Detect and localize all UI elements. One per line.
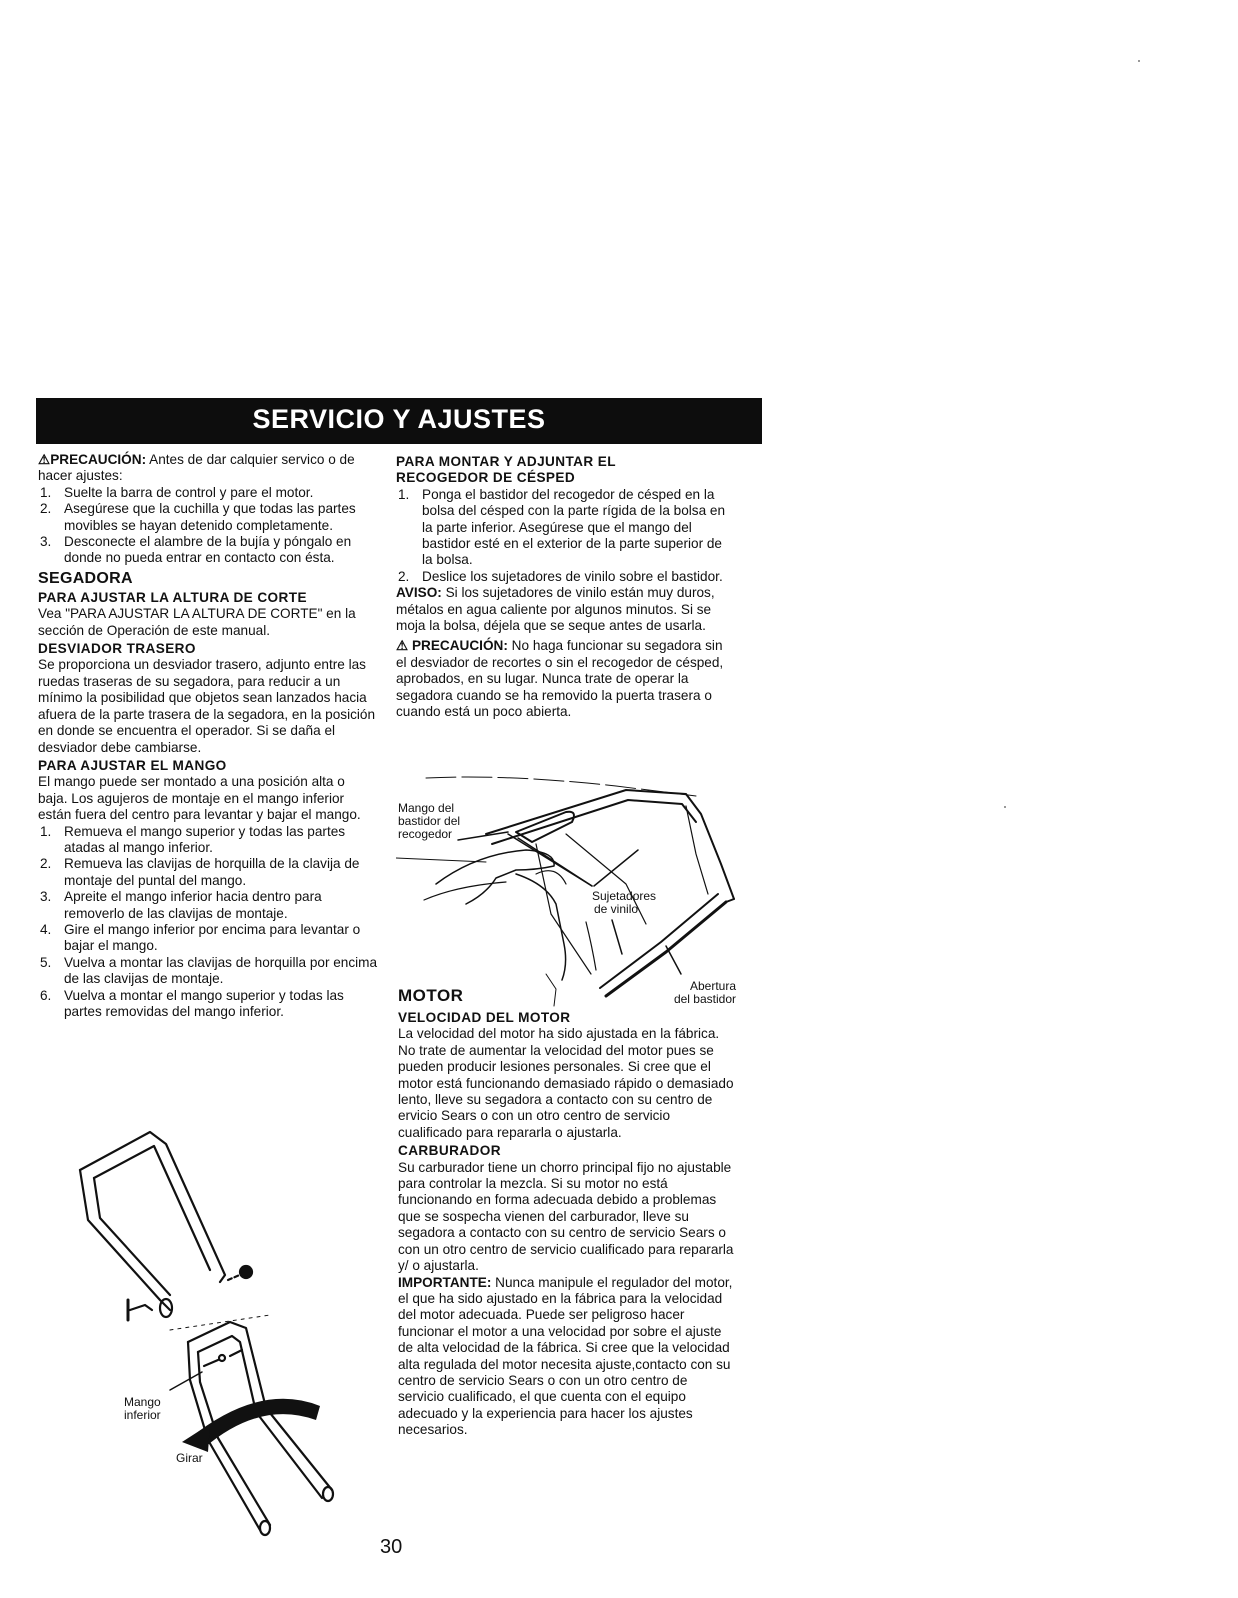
carburador-heading: CARBURADOR (398, 1143, 501, 1159)
list-item (38, 501, 378, 534)
aviso-text: Si los sujetadores de vinilo están muy duros, métalos en agua caliente por algunos minutos. Si se moja la bolsa, déjela que se seque antes de usarla. (396, 585, 715, 634)
step-number: 2. (40, 501, 52, 517)
caution-label: PRECAUCIÓN: (50, 452, 147, 467)
desviador-heading: DESVIADOR TRASERO (38, 641, 196, 657)
step-number: 1. (40, 484, 52, 500)
right-column (396, 452, 736, 721)
label-line: del bastidor (673, 992, 736, 1006)
fig-label-abertura (662, 980, 736, 1006)
montar-heading-line1: PARA MONTAR Y ADJUNTAR EL (396, 454, 616, 469)
caution-text: Antes de dar calquier servico o de hacer ajustes: (38, 452, 355, 484)
mango-steps (38, 824, 378, 1021)
motor-section (398, 1008, 736, 1439)
step-text: Suelte la barra de control y pare el motor. (64, 484, 314, 500)
precaucion-paragraph (396, 638, 736, 720)
label-line: recogedor (398, 827, 453, 841)
step-number: 4. (40, 921, 52, 937)
motor-heading: MOTOR (398, 986, 464, 1005)
caution-steps (38, 485, 378, 567)
fig-label-mango-bastidor (398, 802, 460, 841)
montar-heading-line2: RECOGEDOR DE CÉSPED (396, 470, 576, 486)
section-banner (36, 398, 762, 444)
list-item (38, 889, 378, 922)
warning-icon: ⚠ (38, 452, 51, 467)
step-text: Asegúrese que la cuchilla y que todas las partes movibles se hayan detenido completamente. (64, 501, 356, 533)
label-line: Abertura (689, 979, 736, 993)
section-title: SERVICIO Y AJUSTES (252, 404, 546, 434)
aviso-label: AVISO: (396, 585, 442, 601)
step-text: Desconecte el alambre de la bujía y póngalo en donde no pueda entrar en contacto con ésta. (64, 534, 352, 566)
montar-steps (396, 487, 736, 585)
list-item (38, 988, 378, 1021)
step-number: 1. (40, 823, 52, 839)
rotate-arrow (190, 1399, 320, 1448)
list-item (38, 534, 378, 567)
importante-text: Nunca manipule el regulador del motor, el que ha sido ajustado en la fábrica para la velocidad del motor adecuada. Puede ser peligroso hacer funcionar el motor a una velocidad por sobre el ajuste de alta velocidad de la fábrica. Si cree que la velocidad alta regulada del motor necesita ajuste,contacto con su centro de servicio Sears o con un otro centro de servicio cualificado, el que cuenta con el equipo adecuado y la experiencia para hacer los ajustes necesarios. (398, 1274, 733, 1438)
step-number: 2. (40, 856, 52, 872)
importante-label: IMPORTANTE: (398, 1274, 492, 1290)
scan-speck (1004, 806, 1006, 808)
list-item (38, 955, 378, 988)
segadora-heading: SEGADORA (38, 569, 133, 587)
step-text: Vuelva a montar las clavijas de horquilla por encima de las clavijas de montaje. (64, 954, 378, 987)
step-number: 3. (40, 889, 52, 905)
step-text: Gire el mango inferior por encima para levantar o bajar el mango. (64, 921, 361, 954)
label-line: Mango del (398, 801, 455, 815)
list-item (38, 856, 378, 889)
mango-text: El mango puede ser montado a una posición alta o baja. Los agujeros de montaje en el mango inferior están fuera del centro para levantar y bajar el mango. (38, 774, 361, 823)
knob-icon (240, 1266, 252, 1278)
desviador-text: Se proporciona un desviador trasero, adjunto entre las ruedas traseras de su segadora, para reducir a un mínimo la posibilidad que objetos sean lanzados hacia afuera de la parte trasera de la segadora, en la posición en donde se encuentra el operador. Si se daña el desviador debe cambiarse. (38, 657, 376, 755)
label-line: inferior (124, 1408, 161, 1422)
list-item (396, 487, 736, 569)
mango-heading: PARA AJUSTAR EL MANGO (38, 757, 227, 773)
importante-paragraph (398, 1275, 736, 1439)
handle-figure (70, 1120, 370, 1540)
list-item (38, 485, 378, 501)
upper-handle (80, 1132, 225, 1282)
list-item (396, 569, 736, 585)
list-item (38, 824, 378, 857)
left-column (38, 452, 378, 1020)
step-text: Vuelva a montar el mango superior y todas las partes removidas del mango inferior. (64, 987, 344, 1019)
fig-label-sujetadores (592, 890, 656, 916)
list-item (38, 922, 378, 955)
step-number: 3. (40, 534, 52, 550)
label-line: Mango (124, 1395, 161, 1409)
step-number: 1. (398, 486, 410, 502)
step-text: Remueva el mango superior y todas las partes atadas al mango inferior. (64, 823, 346, 855)
step-number: 6. (40, 987, 52, 1003)
step-number: 5. (40, 954, 52, 970)
caution-paragraph (38, 452, 378, 485)
altura-text: Vea "PARA AJUSTAR LA ALTURA DE CORTE" en la sección de Operación de este manual. (38, 606, 356, 638)
warning-icon: ⚠ (396, 638, 412, 654)
scan-speck (1138, 60, 1140, 62)
aviso-paragraph (396, 585, 736, 634)
label-line: de vinilo (594, 902, 639, 916)
step-text: Deslice los sujetadores de vinilo sobre el bastidor. (422, 568, 723, 584)
velocidad-heading: VELOCIDAD DEL MOTOR (398, 1010, 571, 1025)
label-line: Sujetadores (592, 889, 657, 903)
fig-label-girar: Girar (176, 1451, 203, 1465)
fig-label-mango (124, 1396, 161, 1422)
precaucion-label: PRECAUCIÓN: (411, 638, 508, 654)
velocidad-text: La velocidad del motor ha sido ajustada en la fábrica. No trate de aumentar la velocidad del motor pues se pueden producir lesiones personales. Si cree que el motor está funcionando demasiado rápido o demasiado lento, lleve su segadora a contacto con su centro de ervicio Sears o con un otro centro de servicio cualificado para repararla o ajustarla. (398, 1026, 734, 1140)
label-line: bastidor del (398, 814, 461, 828)
step-text: Remueva las clavijas de horquilla de la clavija de montaje del puntal del mango. (64, 856, 360, 888)
step-text: Ponga el bastidor del recogedor de césped en la bolsa del césped con la parte rígida de la bolsa en la parte inferior. Asegúrese que el mango del bastidor esté en el exterior de la parte superior de la bolsa. (422, 486, 726, 568)
step-number: 2. (398, 568, 410, 584)
page-number: 30 (380, 1536, 403, 1558)
precaucion-text: No haga funcionar su segadora sin el desviador de recortes o sin el recogedor de césped, aprobados, en su lugar. Nunca trate de operar la segadora cuando se ha removido la puerta trasera o cuando está un poco abierta. (396, 638, 724, 720)
step-text: Apreite el mango inferior hacia dentro para removerlo de las clavijas de montaje. (64, 889, 322, 921)
carburador-text: Su carburador tiene un chorro principal fijo no ajustable para controlar la mezcla. Si su motor no está funcionando en forma adecuada debido a problemas que se sospecha vienen del carburador, lleve su segadora a contacto con su centro de servicio Sears o con un otro centro de servicio cualificado para repararla y/ o ajustarla. (398, 1159, 734, 1274)
altura-heading: PARA AJUSTAR LA ALTURA DE CORTE (38, 589, 307, 605)
